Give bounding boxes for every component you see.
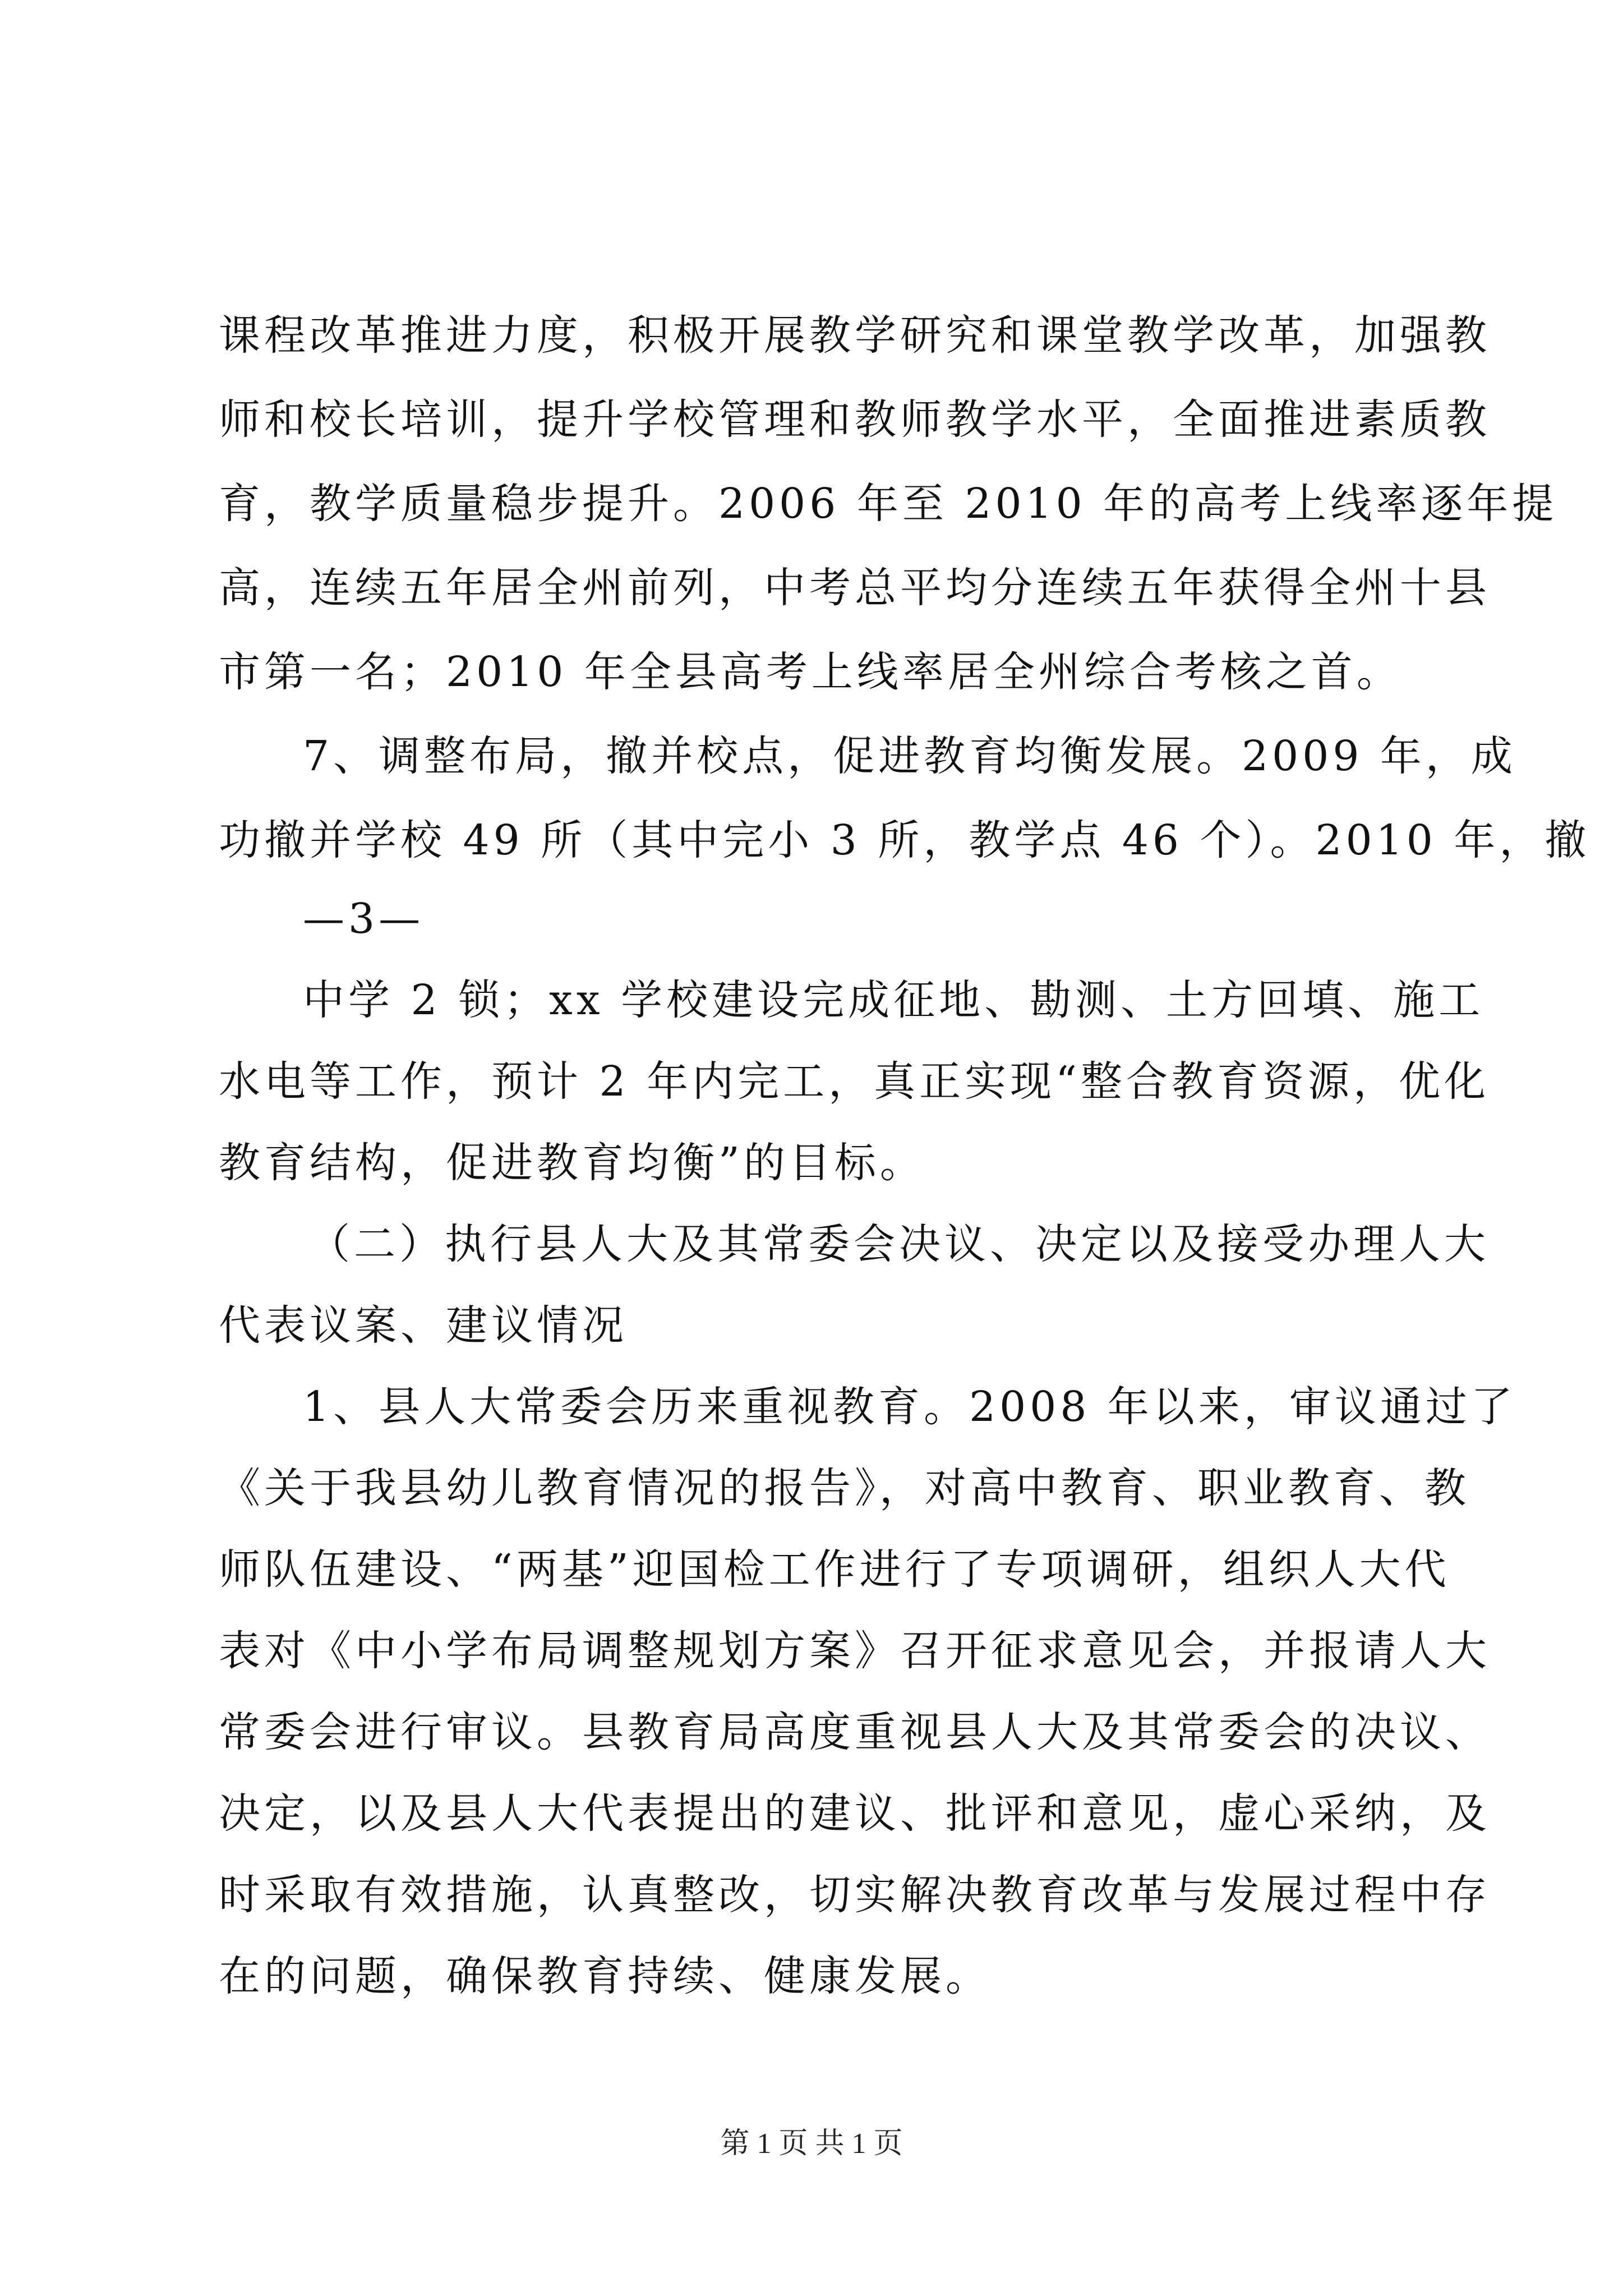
body-text-line: 师队伍建设、“两基”迎国检工作进行了专项调研，组织人大代 [219,1545,1450,1594]
body-text-line: 常委会进行审议。县教育局高度重视县人大及其常委会的决议、 [219,1708,1491,1756]
body-text-line: 在的问题，确保教育持续、健康发展。 [219,1952,991,2000]
section-heading: （二）执行县人大及其常委会决议、决定以及接受办理人大 [308,1220,1490,1268]
paragraph-first-line: 1、县人大常委会历来重视教育。2008 年以来，审议通过了 [303,1383,1516,1431]
section-heading-continued: 代表议案、建议情况 [219,1301,628,1350]
page-number-marker: —3— [303,895,425,943]
page-footer: 第 1 页 共 1 页 [720,2128,903,2160]
body-text-line: 市第一名；2010 年全县高考上线率居全州综合考核之首。 [219,648,1402,696]
paragraph-first-line: 7、调整布局，撤并校点，促进教育均衡发展。2009 年，成 [303,732,1516,780]
body-text-line: 育，教学质量稳步提升。2006 年至 2010 年的高考上线率逐年提 [219,480,1558,528]
body-text-line: 水电等工作，预计 2 年内完工，真正实现“整合教育资源，优化 [219,1057,1490,1106]
body-text-line: 《关于我县幼儿教育情况的报告》，对高中教育、职业教育、教 [219,1464,1470,1512]
body-text-line: 时采取有效措施，认真整改，切实解决教育改革与发展过程中存 [219,1871,1491,1919]
body-text-line: 课程改革推进力度，积极开展教学研究和课堂教学改革，加强教 [219,311,1491,360]
body-text-line: 师和校长培训，提升学校管理和教师教学水平，全面推进素质教 [219,395,1491,444]
body-text-line: 决定，以及县人大代表提出的建议、批评和意见，虚心采纳，及 [219,1789,1491,1838]
paragraph-first-line: 中学 2 锁；xx 学校建设完成征地、勘测、土方回填、施工 [303,976,1484,1024]
body-text-line: 功撤并学校 49 所（其中完小 3 所，教学点 46 个）。2010 年，撤 [219,816,1590,864]
body-text-line: 高，连续五年居全州前列，中考总平均分连续五年获得全州十县 [219,564,1491,612]
body-text-line: 表对《中小学布局调整规划方案》召开征求意见会，并报请人大 [219,1627,1491,1675]
body-text-line: 教育结构，促进教育均衡”的目标。 [219,1139,925,1187]
